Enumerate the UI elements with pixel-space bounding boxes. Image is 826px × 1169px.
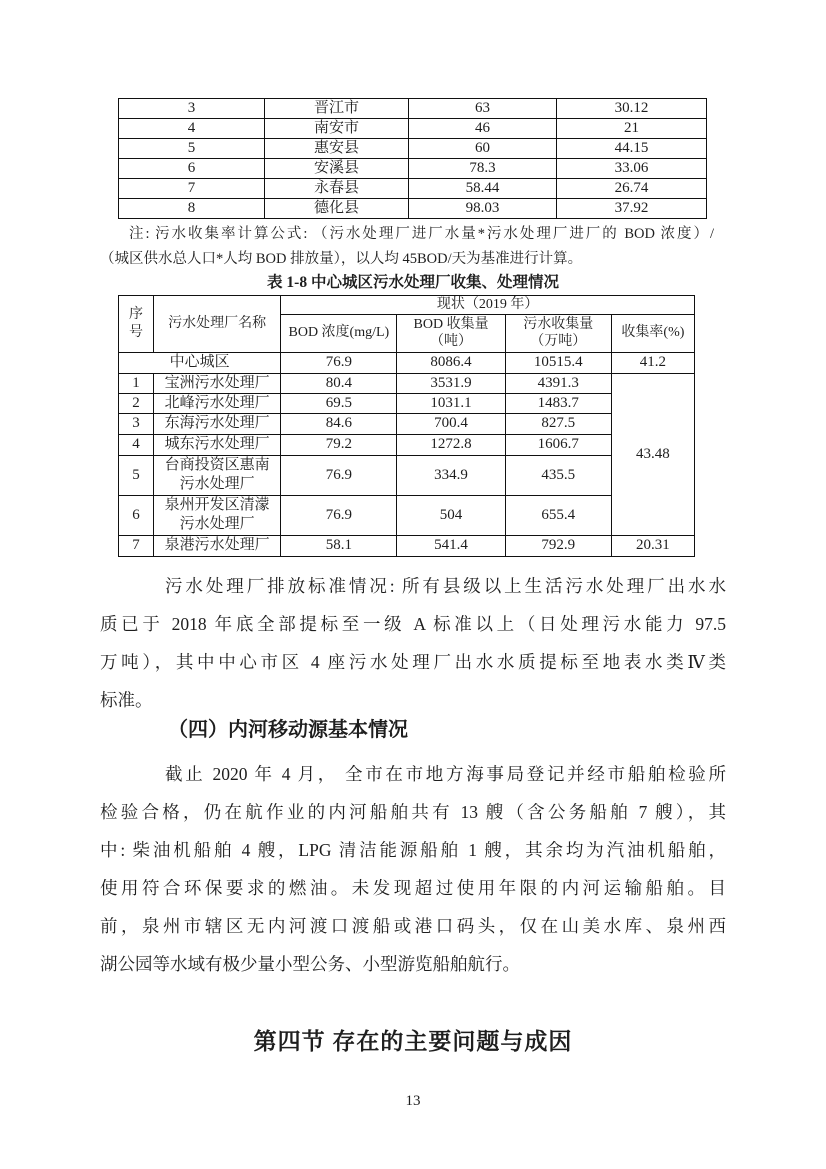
paragraph-line: 标准。: [100, 690, 153, 710]
table-cell: 10515.4: [505, 352, 611, 373]
table-cell: 504: [397, 495, 505, 535]
table-cell: 1483.7: [505, 393, 611, 413]
table-cell: 8: [119, 199, 265, 219]
table-cell: 宝洲污水处理厂: [154, 373, 281, 393]
column-header-collection-rate: 收集率(%): [611, 314, 694, 352]
page-number: 13: [405, 1093, 421, 1109]
table-caption: 表 1-8 中心城区污水处理厂收集、处理情况: [267, 274, 559, 291]
table-cell: 城东污水处理厂: [154, 434, 281, 455]
paragraph-discharge-standards: [100, 567, 726, 719]
table-cell: 827.5: [505, 413, 611, 434]
table-footnote: [100, 222, 714, 272]
table-cell: 惠安县: [265, 139, 409, 159]
table-row: [119, 179, 707, 199]
table-cell: 30.12: [557, 99, 707, 119]
table-cell: 5: [119, 139, 265, 159]
table-row: [119, 119, 707, 139]
table-cell: 3: [119, 99, 265, 119]
table-cell: 泉州开发区清濛污水处理厂: [154, 495, 281, 535]
table-cell: 80.4: [281, 373, 397, 393]
table-cell: 4391.3: [505, 373, 611, 393]
table-cell: 44.15: [557, 139, 707, 159]
paragraph-line: 使用符合环保要求的燃油。未发现超过使用年限的内河运输船舶。目: [100, 878, 726, 898]
paragraph-line: 质已于 2018 年底全部提标至一级 A 标准以上（日处理污水能力 97.5: [100, 614, 726, 634]
table-cell: 33.06: [557, 159, 707, 179]
table-row: [119, 413, 695, 434]
table-cell: 20.31: [611, 535, 694, 556]
table-cell: 41.2: [611, 352, 694, 373]
county-collection-rate-table: [118, 98, 707, 219]
column-header-no: 序号: [119, 296, 154, 353]
table-cell: 46: [409, 119, 557, 139]
table-cell: 655.4: [505, 495, 611, 535]
table-cell: 3: [119, 413, 154, 434]
paragraph-line: 湖公园等水域有极少量小型公务、小型游览船舶航行。: [100, 954, 520, 974]
table-cell: 7: [119, 179, 265, 199]
paragraph-line: 污水处理厂排放标准情况: 所有县级以上生活污水处理厂出水水: [165, 576, 726, 596]
column-header-plant-name: 污水处理厂名称: [154, 296, 281, 353]
paragraph-line: 中: 柴油机船舶 4 艘，LPG 清洁能源船舶 1 艘，其余均为汽油机船舶，: [100, 840, 726, 860]
footnote-line: 注: 污水收集率计算公式: （污水处理厂进厂水量*污水处理厂进厂的 BOD 浓度）/: [129, 226, 714, 242]
column-header-bod-concentration: BOD 浓度(mg/L): [281, 314, 397, 352]
table-cell: 晋江市: [265, 99, 409, 119]
table-cell: 1272.8: [397, 434, 505, 455]
paragraph-inland-river-ships: [100, 755, 726, 983]
column-header-bod-amount: BOD 收集量（吨）: [397, 314, 505, 352]
table-row: [119, 99, 707, 119]
column-header-status: 现状（2019 年）: [281, 296, 695, 315]
table-cell: 4: [119, 119, 265, 139]
table-row: [119, 535, 695, 556]
table-cell: 792.9: [505, 535, 611, 556]
footnote-line: （城区供水总人口*人均 BOD 排放量），以人均 45BOD/天为基准进行计算。: [100, 251, 583, 267]
table-cell: 58.44: [409, 179, 557, 199]
table-cell: 6: [119, 495, 154, 535]
table-cell: 334.9: [397, 455, 505, 495]
table-cell: 26.74: [557, 179, 707, 199]
table-cell: 北峰污水处理厂: [154, 393, 281, 413]
section-heading-main-problems-and-causes: 第四节 存在的主要问题与成因: [253, 1029, 573, 1054]
header-row: [119, 296, 695, 315]
summary-row: [119, 352, 695, 373]
table-row: [119, 373, 695, 393]
table-row: [119, 495, 695, 535]
table-row: [119, 159, 707, 179]
table-cell: 63: [409, 99, 557, 119]
table-row: [119, 199, 707, 219]
table-cell: 76.9: [281, 352, 397, 373]
paragraph-line: 截止 2020 年 4 月， 全市在市地方海事局登记并经市船舶检验所: [165, 764, 726, 784]
table-cell: 1031.1: [397, 393, 505, 413]
table-cell: 98.03: [409, 199, 557, 219]
table-cell: 4: [119, 434, 154, 455]
table-cell: 1606.7: [505, 434, 611, 455]
table-row: [119, 455, 695, 495]
table-cell: 7: [119, 535, 154, 556]
subsection-heading-inland-river-mobile-sources: （四）内河移动源基本情况: [168, 719, 408, 741]
table-cell: 21: [557, 119, 707, 139]
table-cell: 79.2: [281, 434, 397, 455]
paragraph-line: 检验合格，仍在航作业的内河船舶共有 13 艘（含公务船舶 7 艘），其: [100, 802, 726, 822]
central-city-treatment-plant-table: [118, 295, 695, 557]
table-cell: 台商投资区惠南污水处理厂: [154, 455, 281, 495]
table-cell: 37.92: [557, 199, 707, 219]
table-cell: 永春县: [265, 179, 409, 199]
table-cell: 76.9: [281, 455, 397, 495]
table-cell: 8086.4: [397, 352, 505, 373]
table-cell: 安溪县: [265, 159, 409, 179]
table-cell: 东海污水处理厂: [154, 413, 281, 434]
paragraph-line: 前，泉州市辖区无内河渡口渡船或港口码头，仅在山美水库、泉州西: [100, 916, 726, 936]
table-row: [119, 434, 695, 455]
column-header-sewage-amount: 污水收集量（万吨）: [505, 314, 611, 352]
table-cell: 1: [119, 373, 154, 393]
table-cell: 541.4: [397, 535, 505, 556]
table-cell: 3531.9: [397, 373, 505, 393]
table-cell: 58.1: [281, 535, 397, 556]
table-cell: 78.3: [409, 159, 557, 179]
table-row: [119, 139, 707, 159]
table-row: [119, 393, 695, 413]
table-cell: 76.9: [281, 495, 397, 535]
table-cell: 435.5: [505, 455, 611, 495]
table-cell: 泉港污水处理厂: [154, 535, 281, 556]
merged-rate-cell: 43.48: [611, 373, 694, 535]
table-cell: 南安市: [265, 119, 409, 139]
table-cell: 60: [409, 139, 557, 159]
table-cell: 700.4: [397, 413, 505, 434]
table-cell: 6: [119, 159, 265, 179]
paragraph-line: 万吨），其中中心市区 4 座污水处理厂出水水质提标至地表水类Ⅳ类: [100, 652, 726, 672]
table-cell: 2: [119, 393, 154, 413]
table-cell: 中心城区: [119, 352, 281, 373]
table-cell: 5: [119, 455, 154, 495]
table-cell: 69.5: [281, 393, 397, 413]
table-cell: 德化县: [265, 199, 409, 219]
table-cell: 84.6: [281, 413, 397, 434]
